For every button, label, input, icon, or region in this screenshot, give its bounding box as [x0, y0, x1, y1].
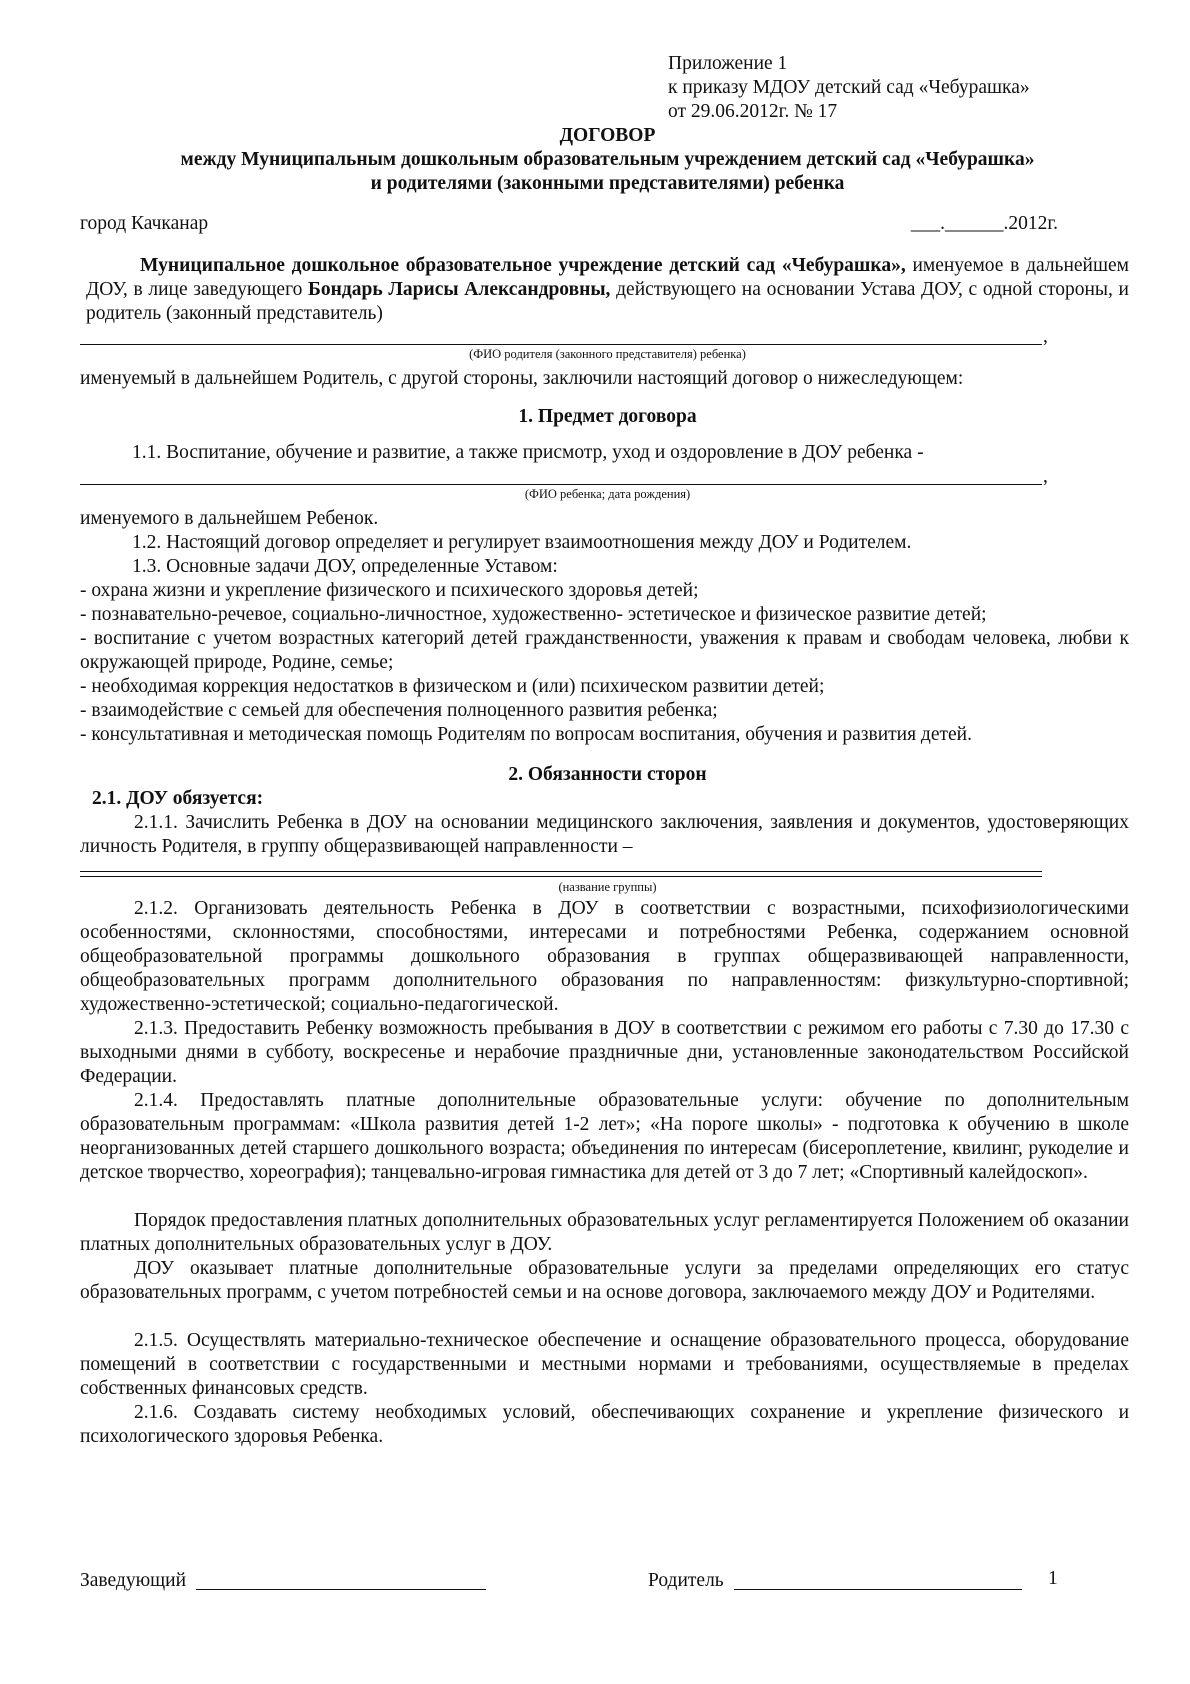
task-item: - взаимодействие с семьей для обеспечения полноценного развития ребенка; — [80, 700, 718, 721]
clause-2-1-5: 2.1.5. Осуществлять материально-техническое обеспечение и оснащение образовательного процесса, оборудование помещений в соответствии с государственными и местными нормами и требованиями, осуществляемые в пределах собственных финансовых средств. — [80, 1330, 1129, 1399]
clause-1-3: 1.3. Основные задачи ДОУ, определенные Уставом: — [132, 556, 558, 577]
clause-2-1-2: 2.1.2. Организовать деятельность Ребенка в ДОУ в соответствии с возрастными, психофизиологическими особенностями, склонностями, способностями, интересами и потребностями Ребенка, содержанием основной общеобразовательной программы дошкольного образования в группах общеразвивающей направленности, общеобразовательных программ дополнительного образования по направленностям: физкультурно-спортивной; художественно-эстетической; социально-педагогической. — [80, 898, 1129, 1015]
paid-services-order: Порядок предоставления платных дополнительных образовательных услуг регламентируется Положением об оказании платных дополнительных образовательных услуг в ДОУ. — [80, 1210, 1129, 1255]
parent-line-comma: , — [1043, 326, 1048, 347]
preamble-closing: именуемый в дальнейшем Родитель, с другой стороны, заключили настоящий договор о нижеследующем: — [80, 368, 964, 389]
parent-signature-line[interactable] — [734, 1589, 1022, 1590]
head-name: Бондарь Ларисы Александровны, — [308, 279, 611, 300]
section-2-heading: 2. Обязанности сторон — [508, 764, 707, 785]
group-name-line[interactable] — [80, 871, 1042, 877]
parent-name-caption: (ФИО родителя (законного представителя) ребенка) — [469, 347, 746, 361]
clause-2-1-3: 2.1.3. Предоставить Ребенку возможность пребывания в ДОУ в соответствии с режимом его работы с 7.30 до 17.30 с выходными днями в субботу, воскресенье и нерабочие праздничные дни, установленные законодательством Российской Федерации. — [80, 1018, 1129, 1087]
task-item: - воспитание с учетом возрастных категорий детей гражданственности, уважения к правам и свободам человека, любви к окружающей природе, Родине, семье; — [80, 628, 1129, 673]
task-item: - охрана жизни и укрепление физического и психического здоровья детей; — [80, 580, 699, 601]
section-2-1-heading: 2.1. ДОУ обязуется: — [92, 788, 264, 809]
clause-2-1-1: 2.1.1. Зачислить Ребенка в ДОУ на основании медицинского заключения, заявления и документов, удостоверяющих личность Родителя, в группу общеразвивающей направленности – — [80, 812, 1129, 857]
page-number: 1 — [1048, 1568, 1058, 1589]
child-after: именуемого в дальнейшем Ребенок. — [80, 508, 379, 529]
task-item: - познавательно-речевое, социально-личностное, художественно- эстетическое и физическое развитие детей; — [80, 604, 987, 625]
head-signature-label: Заведующий — [80, 1570, 187, 1591]
parent-signature-label: Родитель — [648, 1570, 724, 1591]
appendix-line-2: к приказу МДОУ детский сад «Чебурашка» — [668, 77, 1030, 98]
child-name-caption: (ФИО ребенка; дата рождения) — [524, 487, 691, 501]
paid-services-scope: ДОУ оказывает платные дополнительные образовательные услуги за пределами определяющих его статус образовательных программ, с учетом потребностей семьи и на основе договора, заключаемого между ДОУ и Родителями. — [80, 1258, 1129, 1303]
child-line-comma: , — [1043, 466, 1048, 487]
clause-1-1: 1.1. Воспитание, обучение и развитие, а также присмотр, уход и оздоровление в ДОУ ребенка - — [132, 442, 924, 463]
contract-date: ___.______.2012г. — [910, 213, 1058, 234]
appendix-line-3: от 29.06.2012г. № 17 — [668, 101, 838, 122]
preamble-text-2: действующего на основании Устава ДОУ, с одной стороны, и родитель (законный представитель) — [86, 279, 1129, 324]
preamble-paragraph — [86, 254, 1129, 326]
appendix-line-1: Приложение 1 — [668, 53, 788, 74]
clause-2-1-4: 2.1.4. Предоставлять платные дополнительные образовательные услуги: обучение по дополнительным образовательным программам: «Школа развития детей 1-2 лет»; «На пороге школы» - подготовка к обучению в школе неорганизованных детей старшего дошкольного возраста; объединения по интересам (бисероплетение, квилинг, рукоделие и детское творчество, хореография); танцевально-игровая гимнастика для детей от 3 до 7 лет; «Спортивный калейдоскоп». — [80, 1090, 1129, 1183]
section-1-heading: 1. Предмет договора — [518, 406, 697, 427]
task-item: - необходимая коррекция недостатков в физическом и (или) психическом развитии детей; — [80, 676, 825, 697]
child-name-line[interactable] — [80, 484, 1042, 485]
clause-2-1-6: 2.1.6. Создавать систему необходимых условий, обеспечивающих сохранение и укрепление физического и психологического здоровья Ребенка. — [80, 1402, 1129, 1447]
document-title: ДОГОВОР — [559, 125, 656, 146]
document-subtitle-1: между Муниципальным дошкольным образовательным учреждением детский сад «Чебурашка» — [180, 149, 1035, 170]
preamble-text-1: именуемое в дальнейшем ДОУ, в лице заведующего — [86, 255, 1129, 300]
organization-name: Муниципальное дошкольное образовательное учреждение детский сад «Чебурашка», — [140, 255, 906, 276]
city: город Качканар — [80, 213, 209, 234]
document-subtitle-2: и родителями (законными представителями) ребенка — [370, 173, 845, 194]
parent-name-line[interactable] — [80, 344, 1042, 345]
clause-1-2: 1.2. Настоящий договор определяет и регулирует взаимоотношения между ДОУ и Родителем. — [132, 532, 912, 553]
group-name-caption: (название группы) — [558, 880, 657, 894]
task-item: - консультативная и методическая помощь Родителям по вопросам воспитания, обучения и развития детей. — [80, 724, 972, 745]
head-signature-line[interactable] — [196, 1589, 486, 1590]
